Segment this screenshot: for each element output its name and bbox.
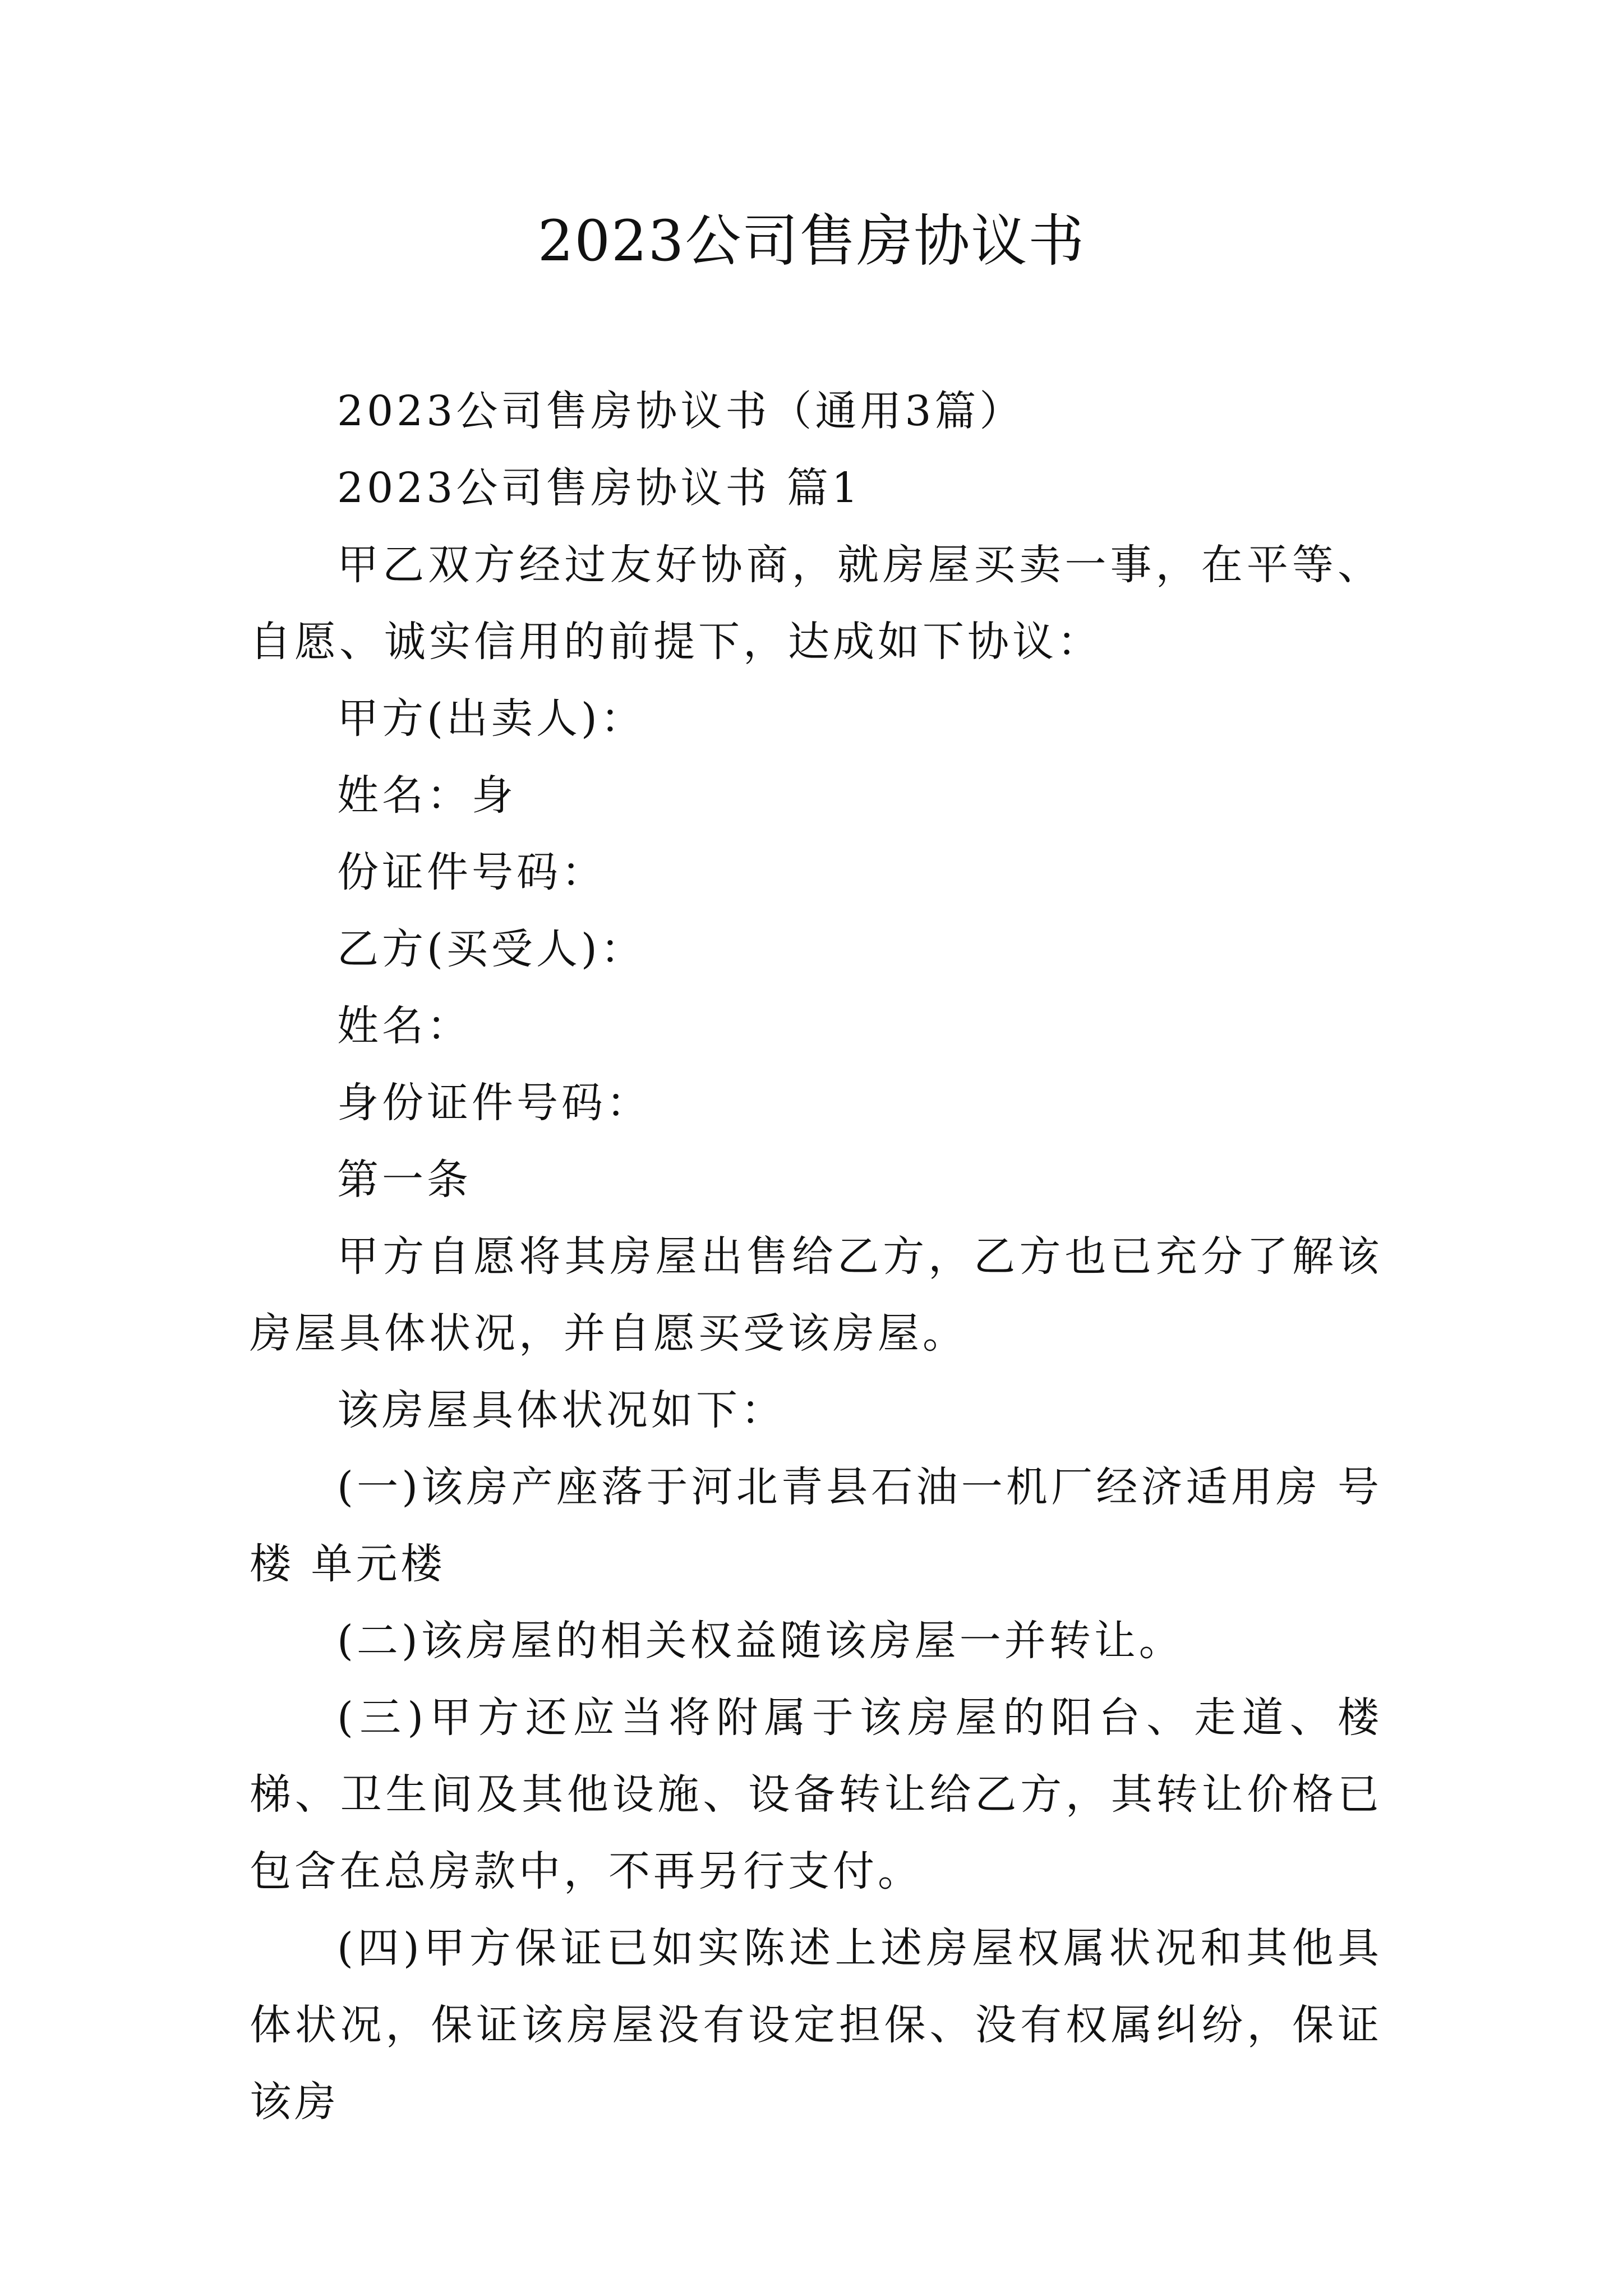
paragraph-party-a-id: 份证件号码：	[337, 848, 606, 896]
paragraph-clause-4: (四)甲方保证已如实陈述上述房屋权属状况和其他具体状况，保证该房屋没有设定担保、没有权属纠纷，保证该房	[250, 1924, 1382, 2126]
document-title: 2023公司售房协议书	[537, 208, 1086, 274]
paragraph-clause-3: (三)甲方还应当将附属于该房屋的阳台、走道、楼梯、卫生间及其他设施、设备转让给乙方，其转让价格已包含在总房款中，不再另行支付。	[250, 1694, 1382, 1895]
paragraph-party-b-name: 姓名：	[337, 1002, 472, 1050]
paragraph-party-a-name: 姓名：身	[337, 771, 517, 820]
paragraph-article-one: 第一条	[337, 1156, 472, 1204]
document-body	[250, 373, 1382, 2141]
paragraph-clause-2: (二)该房屋的相关权益随该房屋一并转让。	[337, 1617, 1184, 1665]
paragraph-party-b: 乙方(买受人)：	[337, 925, 645, 973]
paragraph-party-a: 甲方(出卖人)：	[337, 694, 645, 743]
paragraph-sale-intent: 甲方自愿将其房屋出售给乙方，乙方也已充分了解该房屋具体状况，并自愿买受该房屋。	[250, 1232, 1382, 1358]
paragraph-clause-1: (一)该房产座落于河北青县石油一机厂经济适用房 号楼 单元楼	[250, 1463, 1382, 1588]
paragraph-party-b-id: 身份证件号码：	[337, 1079, 651, 1127]
paragraph-section-heading: 2023公司售房协议书 篇1	[337, 464, 861, 512]
paragraph-subtitle: 2023公司售房协议书（通用3篇）	[337, 387, 1025, 435]
paragraph-house-status: 该房屋具体状况如下：	[337, 1386, 786, 1434]
paragraph-preamble: 甲乙双方经过友好协商，就房屋买卖一事，在平等、自愿、诚实信用的前提下，达成如下协议：	[250, 541, 1382, 666]
